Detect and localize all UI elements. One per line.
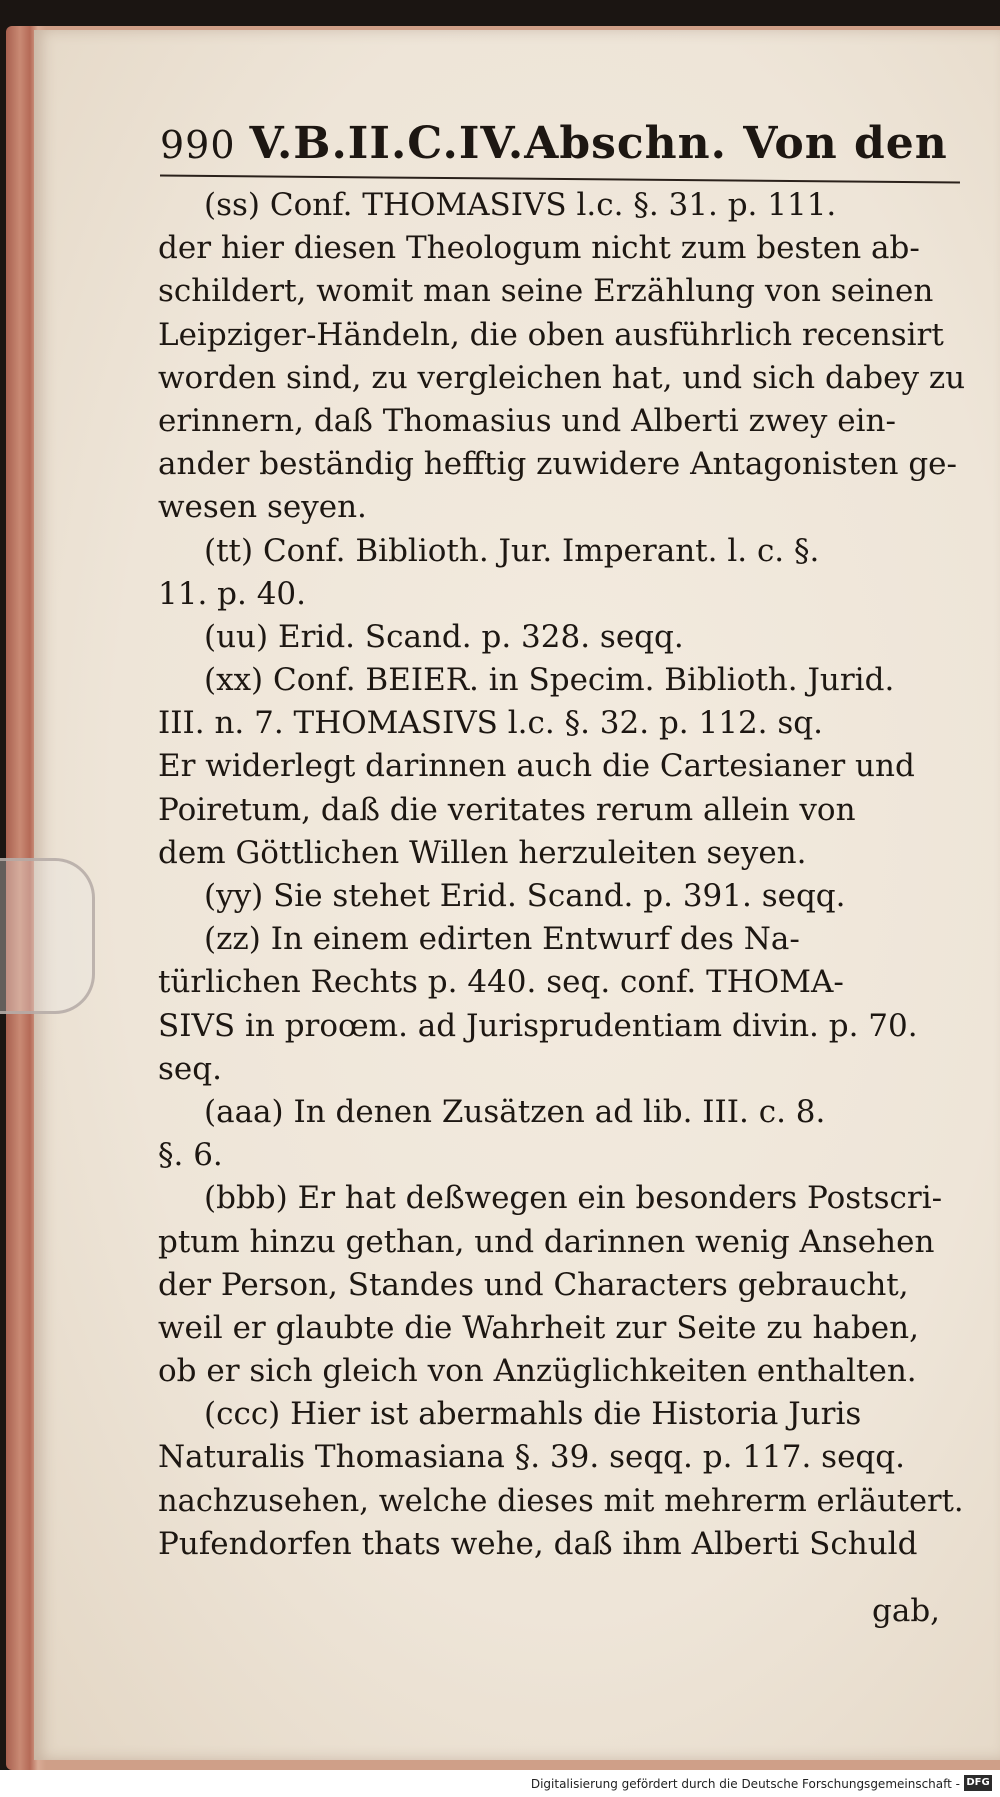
page-clip xyxy=(0,858,95,1014)
text-line: ander beständig hefftig zuwidere Antagonisten ge- xyxy=(158,446,958,483)
text-line: der hier diesen Theologum nicht zum besten ab- xyxy=(158,230,920,267)
text-line: III. n. 7. THOMASIVS l.c. §. 32. p. 112. sq. xyxy=(158,705,824,742)
text-line: ptum hinzu gethan, und darinnen wenig Ansehen xyxy=(158,1223,935,1260)
text-line: erinnern, daß Thomasius und Alberti zwey ein- xyxy=(158,402,896,439)
text-line: wesen seyen. xyxy=(158,489,367,526)
text-line: der Person, Standes und Characters gebraucht, xyxy=(158,1266,909,1303)
text-line: worden sind, zu vergleichen hat, und sich dabey zu xyxy=(158,359,966,396)
text-line: dem Göttlichen Willen herzuleiten seyen. xyxy=(158,834,807,871)
text-line: (aaa) In denen Zusätzen ad lib. III. c. 8. xyxy=(204,1093,826,1130)
text-line: Leipziger-Händeln, die oben ausführlich recensirt xyxy=(158,316,944,353)
text-line: Naturalis Thomasiana §. 39. seqq. p. 117. seqq. xyxy=(158,1439,905,1476)
text-line: seq. xyxy=(158,1050,222,1087)
text-line: (tt) Conf. Biblioth. Jur. Imperant. l. c. §. xyxy=(204,532,820,569)
text-line: ob er sich gleich von Anzüglichkeiten enthalten. xyxy=(158,1353,917,1390)
text-line: (xx) Conf. BEIER. in Specim. Biblioth. Jurid. xyxy=(204,662,895,699)
running-head xyxy=(160,118,960,178)
dfg-logo-icon: DFG xyxy=(964,1775,992,1791)
funding-credit: Digitalisierung gefördert durch die Deutsche Forschungsgemeinschaft - xyxy=(530,1777,960,1791)
footnote-text xyxy=(158,184,970,1566)
text-line: schildert, womit man seine Erzählung von seinen xyxy=(158,273,934,310)
text-line: §. 6. xyxy=(158,1137,223,1174)
text-line: (bbb) Er hat deßwegen ein besonders Postscri- xyxy=(204,1180,943,1217)
text-line: (uu) Erid. Scand. p. 328. seqq. xyxy=(204,618,684,655)
text-line: (yy) Sie stehet Erid. Scand. p. 391. seqq. xyxy=(204,878,846,914)
text-line: Er widerlegt darinnen auch die Cartesianer und xyxy=(158,748,915,785)
running-head-title: V.B.II.C.IV.Abschn. Von den xyxy=(249,118,948,169)
text-line: 11. p. 40. xyxy=(158,575,307,612)
text-line: Pufendorfen thats wehe, daß ihm Alberti Schuld xyxy=(158,1525,918,1562)
text-line: türlichen Rechts p. 440. seq. conf. THOMA- xyxy=(158,964,844,1001)
text-line: Poiretum, daß die veritates rerum allein von xyxy=(158,791,856,828)
text-line: (zz) In einem edirten Entwurf des Na- xyxy=(204,921,800,958)
text-line: nachzusehen, welche dieses mit mehrerm erläutert. xyxy=(158,1483,964,1519)
text-line: weil er glaubte die Wahrheit zur Seite zu haben, xyxy=(158,1309,919,1346)
text-line: (ss) Conf. THOMASIVS l.c. §. 31. p. 111. xyxy=(204,187,837,223)
text-line: SIVS in proœm. ad Jurisprudentiam divin. p. 70. xyxy=(158,1007,918,1044)
page-number: 990 xyxy=(160,123,236,167)
catchword: gab, xyxy=(872,1593,941,1629)
digitization-footer xyxy=(0,1770,1000,1797)
text-line: (ccc) Hier ist abermahls die Historia Juris xyxy=(204,1396,862,1433)
